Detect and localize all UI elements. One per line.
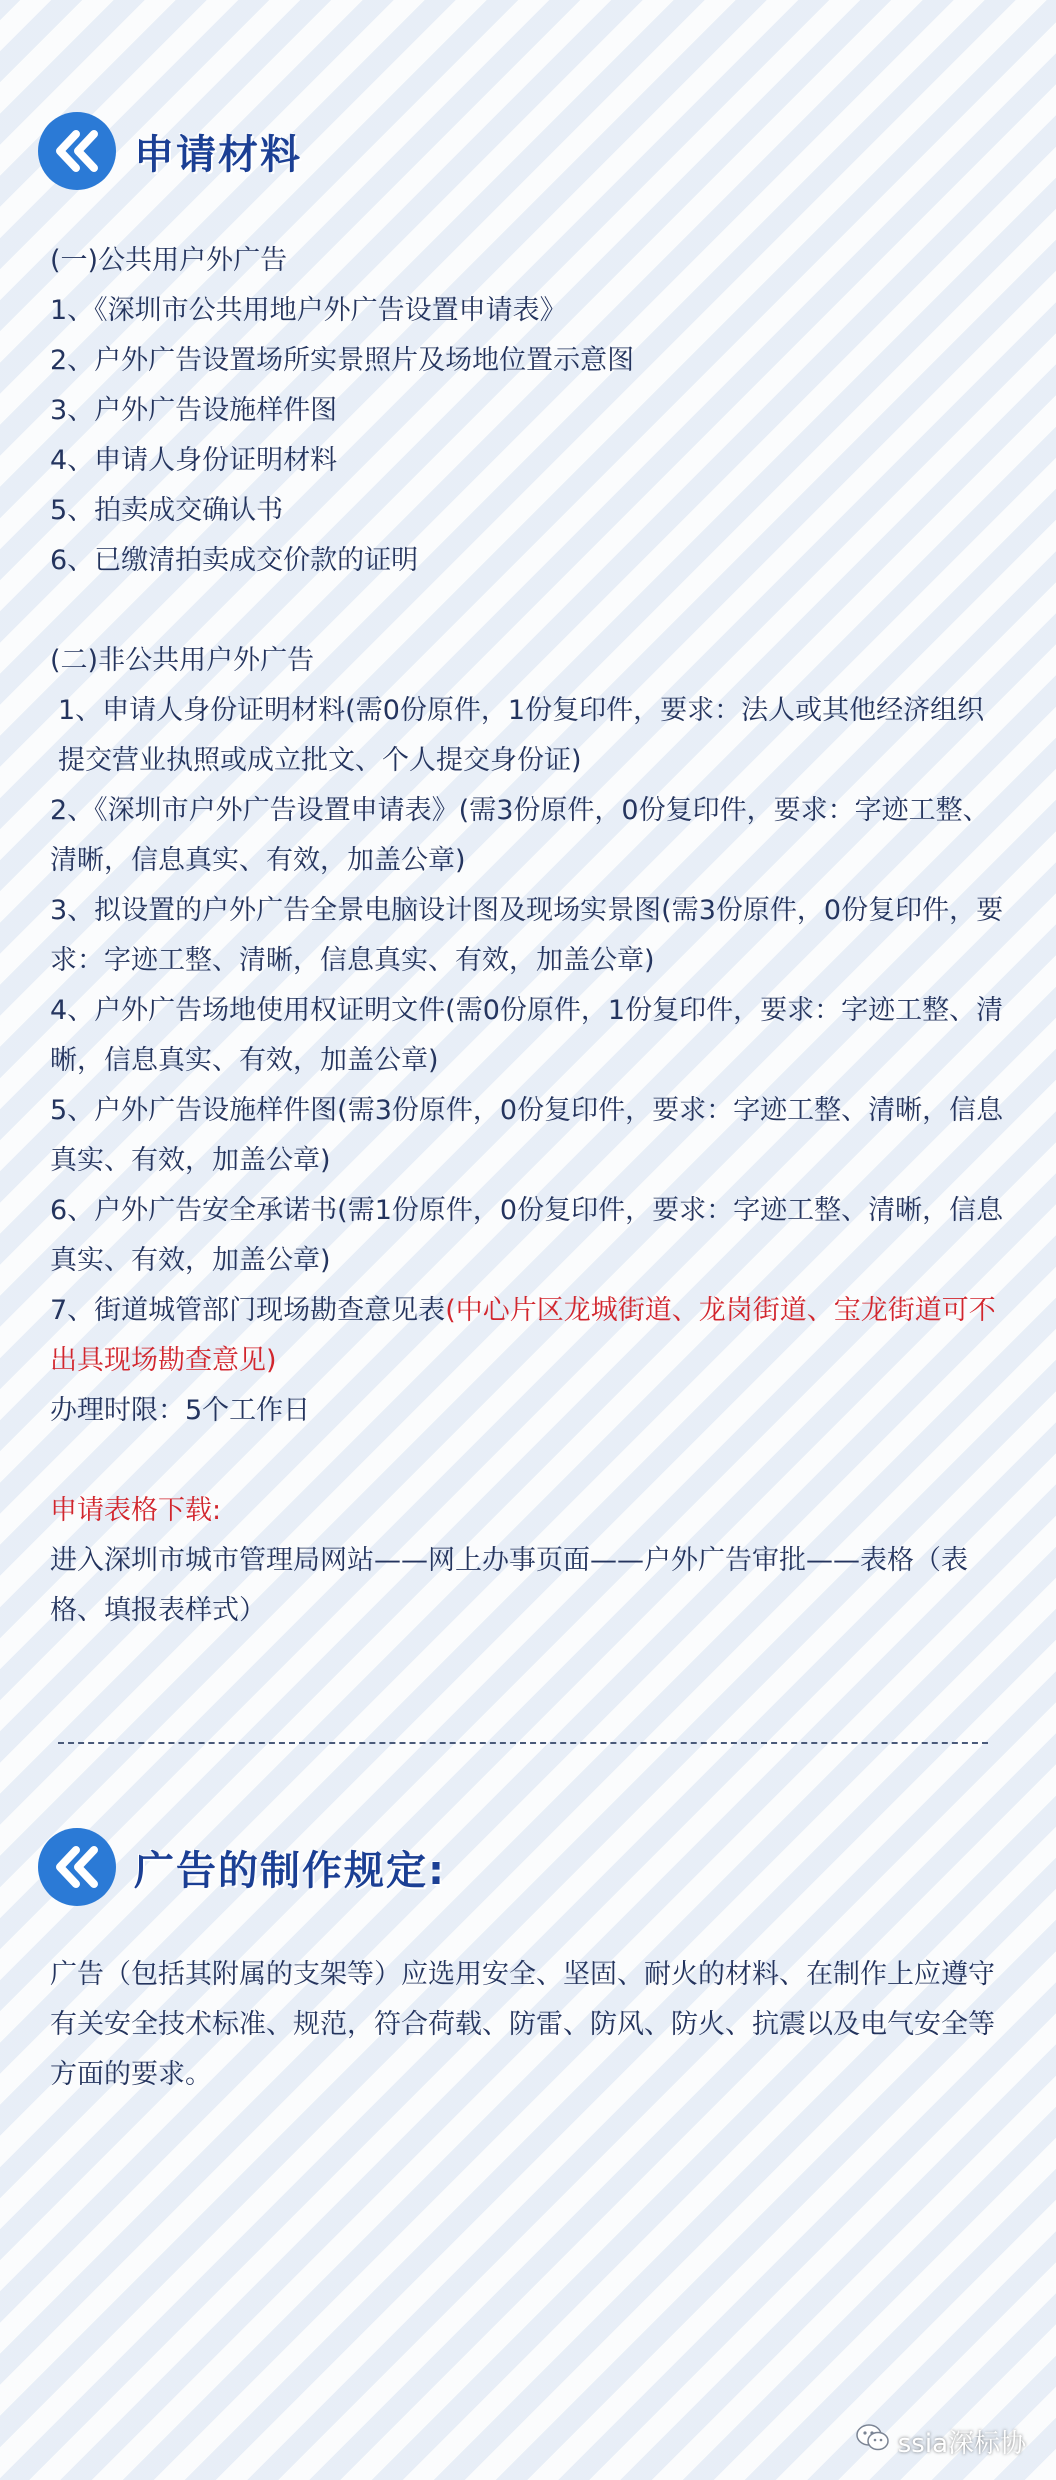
spacer: [50, 586, 1005, 636]
double-chevron-left-icon: [38, 112, 116, 190]
nonpublic-item: 1、申请人身份证明材料(需0份原件，1份复印件，要求：法人或其他经济组织提交营业执照或成立批文、个人提交身份证): [58, 695, 985, 776]
public-item: 2、户外广告设置场所实景照片及场地位置示意图: [50, 345, 635, 376]
double-chevron-left-icon: [38, 1828, 116, 1906]
public-item: 4、申请人身份证明材料: [50, 445, 338, 476]
nonpublic-item: 4、户外广告场地使用权证明文件(需0份原件，1份复印件，要求：字迹工整、清晰，信息真实、有效，加盖公章): [50, 995, 1004, 1076]
nonpublic-item-7: [50, 1286, 1005, 1386]
public-item: 3、户外广告设施样件图: [50, 395, 338, 426]
section-title: 申请材料: [134, 131, 302, 178]
time-limit: 办理时限：5个工作日: [50, 1395, 311, 1426]
nonpublic-item: 6、户外广告安全承诺书(需1份原件，0份复印件，要求：字迹工整、清晰，信息真实、有效，加盖公章): [50, 1195, 1004, 1276]
nonpublic-heading: (二)非公共用户外广告: [50, 645, 315, 676]
production-text: 广告（包括其附属的支架等）应选用安全、坚固、耐火的材料、在制作上应遵守有关安全技术标准、规范，符合荷载、防雷、防风、防火、抗震以及电气安全等方面的要求。: [50, 1959, 995, 2090]
item7-main: 7、街道城管部门现场勘查意见表: [50, 1295, 446, 1326]
materials-content: [50, 236, 1005, 1636]
watermark: [856, 2423, 1026, 2460]
download-label: 申请表格下载:: [50, 1495, 222, 1526]
watermark-text: ssia深标协: [897, 2429, 1026, 2459]
public-item: 1、《深圳市公共用地户外广告设置申请表》: [50, 295, 567, 326]
dashed-divider: [58, 1742, 988, 1744]
section-title: 广告的制作规定:: [134, 1847, 446, 1894]
section-header-production: [38, 1828, 446, 1906]
public-item: 6、已缴清拍卖成交价款的证明: [50, 545, 419, 576]
public-heading: (一)公共用户外广告: [50, 245, 288, 276]
wechat-icon: [856, 2423, 890, 2460]
section-header-materials: [38, 112, 302, 190]
nonpublic-item: 5、户外广告设施样件图(需3份原件，0份复印件，要求：字迹工整、清晰，信息真实、有效，加盖公章): [50, 1095, 1004, 1176]
public-item: 5、拍卖成交确认书: [50, 495, 284, 526]
nonpublic-item: 3、拟设置的户外广告全景电脑设计图及现场实景图(需3份原件，0份复印件，要求：字迹工整、清晰，信息真实、有效，加盖公章): [50, 895, 1004, 976]
download-path: 进入深圳市城市管理局网站——网上办事页面——户外广告审批——表格（表格、填报表样式）: [50, 1545, 968, 1626]
item7-note: (中心片区龙城街道、龙岗街道、宝龙街道可不出具现场勘查意见): [50, 1295, 996, 1376]
spacer: [50, 1436, 1005, 1486]
nonpublic-item: 2、《深圳市户外广告设置申请表》(需3份原件，0份复印件，要求：字迹工整、清晰，信息真实、有效，加盖公章): [50, 795, 990, 876]
production-content: [50, 1950, 1005, 2100]
